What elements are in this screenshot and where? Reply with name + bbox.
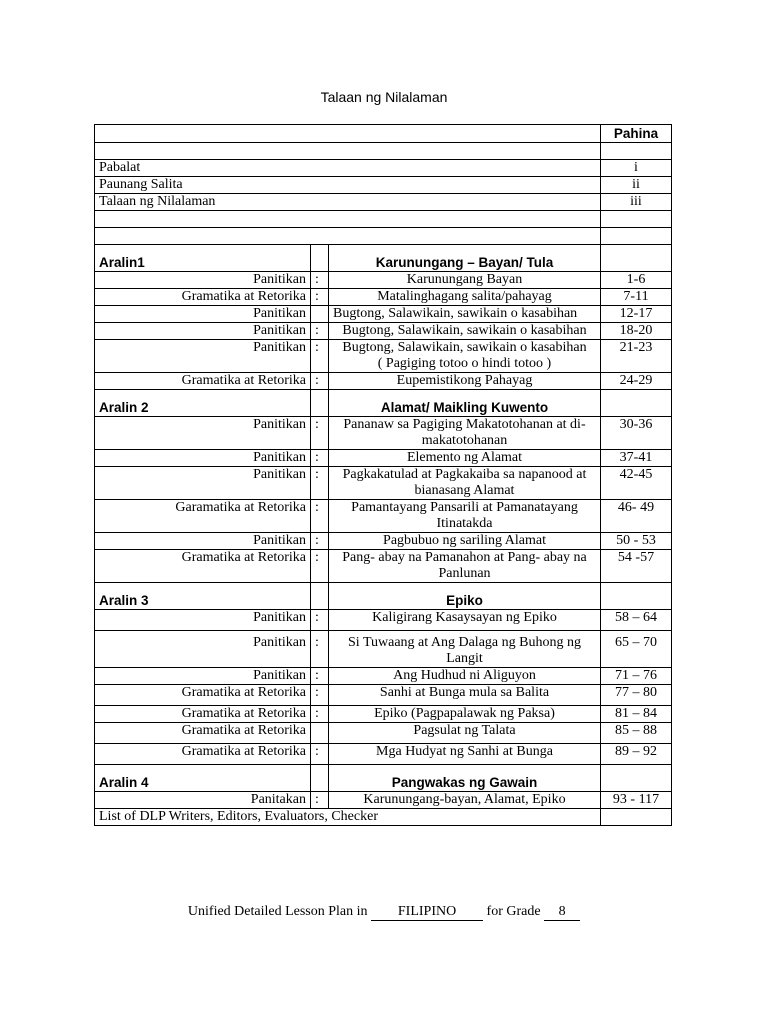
footer-grade: 8 [544,904,580,921]
row-topic: Bugtong, Salawikain, sawikain o kasabihan [329,306,601,323]
toc-row [95,323,672,340]
footer-prefix: Unified Detailed Lesson Plan in [187,904,368,919]
row-topic: Epiko (Pagpapalawak ng Paksa) [329,706,601,723]
toc-row [95,417,672,450]
row-colon: : [311,450,329,467]
row-colon: : [311,272,329,289]
row-colon: : [311,668,329,685]
row-topic: Pagkakatulad at Pagkakaiba sa napanood at bianasang Alamat [329,467,601,500]
toc-row [95,289,672,306]
list-row-label: List of DLP Writers, Editors, Evaluators, Checker [95,809,601,826]
row-page: 50 - 53 [601,533,672,550]
row-category: Gramatika at Retorika [95,744,311,765]
aralin-label: Aralin 3 [95,583,311,610]
aralin-heading-row [95,245,672,272]
row-topic-note: ( Pagiging totoo o hindi totoo ) [377,356,552,371]
toc-row [95,723,672,744]
row-colon [311,306,329,323]
front-row [95,160,672,177]
row-page: 7-11 [601,289,672,306]
row-colon: : [311,323,329,340]
toc-row [95,467,672,500]
row-topic: Matalinghagang salita/pahayag [329,289,601,306]
toc-row [95,744,672,765]
row-page: 54 -57 [601,550,672,583]
row-category: Garamatika at Retorika [95,500,311,533]
front-label: Talaan ng Nilalaman [95,194,601,211]
row-page: 46- 49 [601,500,672,533]
front-page: iii [601,194,672,211]
pahina-header: Pahina [601,125,672,143]
row-category: Gramatika at Retorika [95,723,311,744]
row-category: Panitikan [95,417,311,450]
row-page: 37-41 [601,450,672,467]
toc-row [95,610,672,631]
front-page: i [601,160,672,177]
row-category: Gramatika at Retorika [95,706,311,723]
toc-row [95,340,672,373]
toc-table [94,124,672,826]
front-label: Pabalat [95,160,601,177]
row-page: 58 – 64 [601,610,672,631]
row-colon: : [311,685,329,706]
row-page: 12-17 [601,306,672,323]
row-colon: : [311,706,329,723]
row-topic: Karunungang-bayan, Alamat, Epiko [329,792,601,809]
row-category: Panitikan [95,533,311,550]
row-colon: : [311,340,329,373]
row-topic: Bugtong, Salawikain, sawikain o kasabihan [329,323,601,340]
page-title: Talaan ng Nilalaman [320,89,448,105]
aralin-heading-row [95,765,672,792]
row-colon: : [311,289,329,306]
row-colon: : [311,550,329,583]
row-page: 65 – 70 [601,631,672,668]
toc-row [95,306,672,323]
row-category: Gramatika at Retorika [95,685,311,706]
row-page: 24-29 [601,373,672,390]
row-page: 21-23 [601,340,672,373]
row-page: 89 – 92 [601,744,672,765]
row-topic: Sanhi at Bunga mula sa Balita [329,685,601,706]
row-topic: Ang Hudhud ni Aliguyon [329,668,601,685]
row-topic: Elemento ng Alamat [329,450,601,467]
aralin-label: Aralin 4 [95,765,311,792]
row-colon: : [311,373,329,390]
aralin-heading-row [95,390,672,417]
aralin-heading: Epiko [329,583,601,610]
row-colon: : [311,467,329,500]
row-topic: Mga Hudyat ng Sanhi at Bunga [329,744,601,765]
row-topic: Pananaw sa Pagiging Makatotohanan at di- makatotohanan [329,417,601,450]
row-colon [311,723,329,744]
row-topic: Pamantayang Pansarili at Pamanatayang Itinatakda [329,500,601,533]
toc-row [95,500,672,533]
row-colon: : [311,533,329,550]
row-colon: : [311,631,329,668]
row-page: 18-20 [601,323,672,340]
list-row [95,809,672,826]
toc-row [95,450,672,467]
row-category: Panitikan [95,610,311,631]
row-topic: Karunungang Bayan [329,272,601,289]
front-page: ii [601,177,672,194]
aralin-heading-row [95,583,672,610]
header-row [95,125,672,143]
row-topic: Kaligirang Kasaysayan ng Epiko [329,610,601,631]
row-topic: Si Tuwaang at Ang Dalaga ng Buhong ng Langit [329,631,601,668]
row-topic-line: Bugtong, Salawikain, sawikain o kasabihan [342,340,587,355]
row-colon: : [311,417,329,450]
front-label: Paunang Salita [95,177,601,194]
aralin-label: Aralin1 [95,245,311,272]
row-category: Panitikan [95,272,311,289]
footer-middle: for Grade [486,904,541,919]
toc-row [95,272,672,289]
front-row [95,194,672,211]
aralin-heading: Alamat/ Maikling Kuwento [329,390,601,417]
row-topic [329,340,601,373]
row-page: 71 – 76 [601,668,672,685]
footer-subject: FILIPINO [371,904,483,921]
toc-row [95,706,672,723]
row-category: Gramatika at Retorika [95,373,311,390]
row-category: Gramatika at Retorika [95,550,311,583]
row-category: Panitikan [95,668,311,685]
toc-row [95,533,672,550]
row-category: Panitikan [95,340,311,373]
row-category: Gramatika at Retorika [95,289,311,306]
row-page: 93 - 117 [601,792,672,809]
row-category: Panitikan [95,631,311,668]
toc-row [95,792,672,809]
toc-row [95,668,672,685]
toc-row [95,631,672,668]
front-row [95,177,672,194]
row-page: 1-6 [601,272,672,289]
row-page: 30-36 [601,417,672,450]
row-page: 81 – 84 [601,706,672,723]
row-category: Panitakan [95,792,311,809]
toc-row [95,550,672,583]
row-page: 85 – 88 [601,723,672,744]
page-footer [0,904,768,921]
row-category: Panitikan [95,306,311,323]
aralin-label: Aralin 2 [95,390,311,417]
row-topic: Pagsulat ng Talata [329,723,601,744]
row-colon: : [311,792,329,809]
aralin-heading: Pangwakas ng Gawain [329,765,601,792]
row-topic: Pagbubuo ng sariling Alamat [329,533,601,550]
row-category: Panitikan [95,450,311,467]
row-page: 77 – 80 [601,685,672,706]
row-page: 42-45 [601,467,672,500]
aralin-heading: Karunungang – Bayan/ Tula [329,245,601,272]
row-category: Panitikan [95,323,311,340]
row-topic: Pang- abay na Pamanahon at Pang- abay na Panlunan [329,550,601,583]
row-colon: : [311,610,329,631]
row-colon: : [311,744,329,765]
row-topic: Eupemistikong Pahayag [329,373,601,390]
toc-row [95,373,672,390]
row-category: Panitikan [95,467,311,500]
row-colon: : [311,500,329,533]
toc-row [95,685,672,706]
